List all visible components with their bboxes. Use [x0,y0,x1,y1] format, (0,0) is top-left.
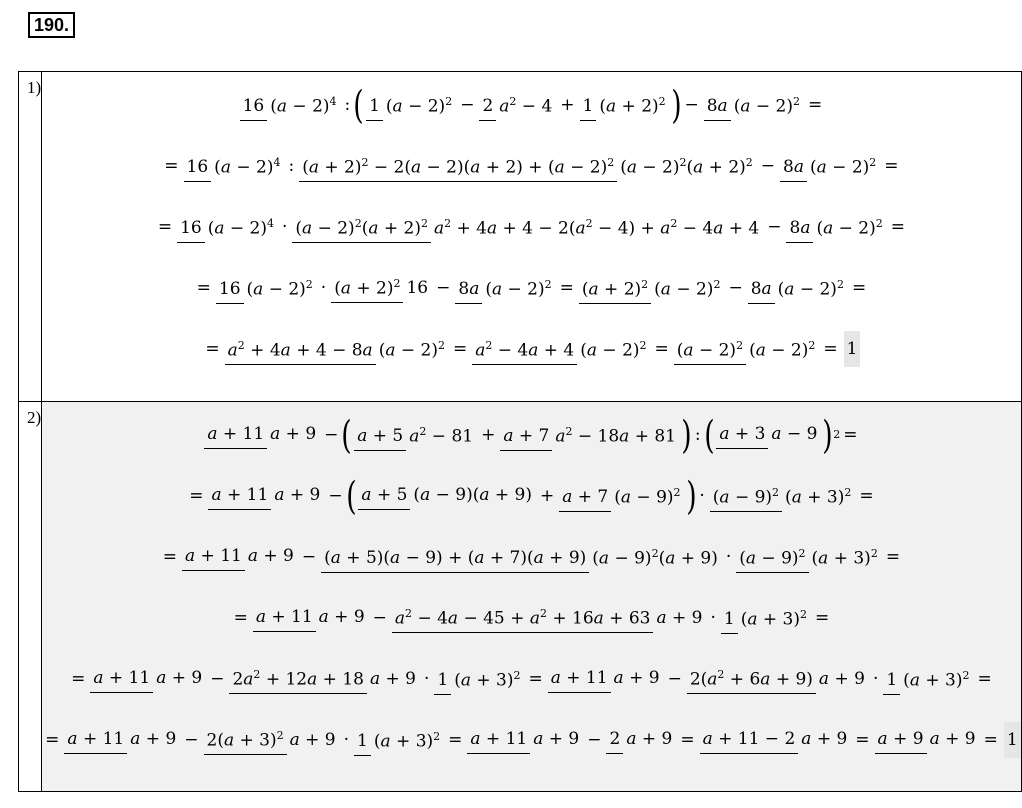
part-1-row [19,72,1022,402]
part-1-line-4: = 16 (a − 2)2 · (a + 2)2 16 − 8a (a − 2)2 = (a + 2)2 (a − 2)2 − 8a (a − 2)2 = [42,257,1020,318]
part-2-answer: 1 [1004,722,1021,758]
part-1-work [42,72,1021,402]
part-2-line-5: = a + 11 a + 9 − 2a2 + 12a + 18 a + 9 · 1 (a + 3)2 = a + 11 a + 9 − 2(a2 + 6a + 9) a + 9 · 1 (a + 3)2 = [42,648,1020,709]
part-1-line-3: = 16 (a − 2)4 · (a − 2)2(a + 2)2 a2 + 4a + 4 − 2(a2 − 4) + a2 − 4a + 4 − 8a (a − 2)2 = [42,196,1020,257]
part-2-line-6: = a + 11 a + 9 − 2(a + 3)2 a + 9 · 1 (a + 3)2 = a + 11 a + 9 − 2 a + 9 = a + 11 − 2 a + 9 = a + 9 a + 9 = 1 [42,709,1020,770]
part-2-line-1: a + 11 a + 9 − ( a + 5 a2 − 81 + a + 7 a2 − 18a + 81 ) : ( a + 3 a − 9 ) 2 = [42,404,1020,465]
solution-table [18,71,1022,792]
part-2-line-3: = a + 11 a + 9 − (a + 5)(a − 9) + (a + 7)(a + 9) (a − 9)2(a + 9) · (a − 9)2 (a + 3)2 = [42,526,1020,587]
part-2-work [42,402,1021,792]
part-1-line-2: = 16 (a − 2)4 : (a + 2)2 − 2(a − 2)(a + 2) + (a − 2)2 (a − 2)2(a + 2)2 − 8a (a − 2)2 = [42,135,1020,196]
part-1-label: 1) [19,72,42,402]
problem-number: 190. [28,12,75,38]
part-2-line-4: = a + 11 a + 9 − a2 − 4a − 45 + a2 + 16a + 63 a + 9 · 1 (a + 3)2 = [42,587,1020,648]
part-1-line-5: = a2 + 4a + 4 − 8a (a − 2)2 = a2 − 4a + 4 (a − 2)2 = (a − 2)2 (a − 2)2 = 1 [42,318,1020,379]
part-2-row [19,402,1022,792]
part-2-label: 2) [19,402,42,792]
part-1-line-1: 16 (a − 2)4 : ( 1 (a − 2)2 − 2 a2 − 4 + 1 (a + 2)2 ) − 8a (a − 2)2 = [42,74,1020,135]
part-1-answer: 1 [844,331,861,367]
part-2-line-2: = a + 11 a + 9 − ( a + 5 (a − 9)(a + 9) + a + 7 (a − 9)2 ) · (a − 9)2 (a + 3)2 = [189,473,874,518]
